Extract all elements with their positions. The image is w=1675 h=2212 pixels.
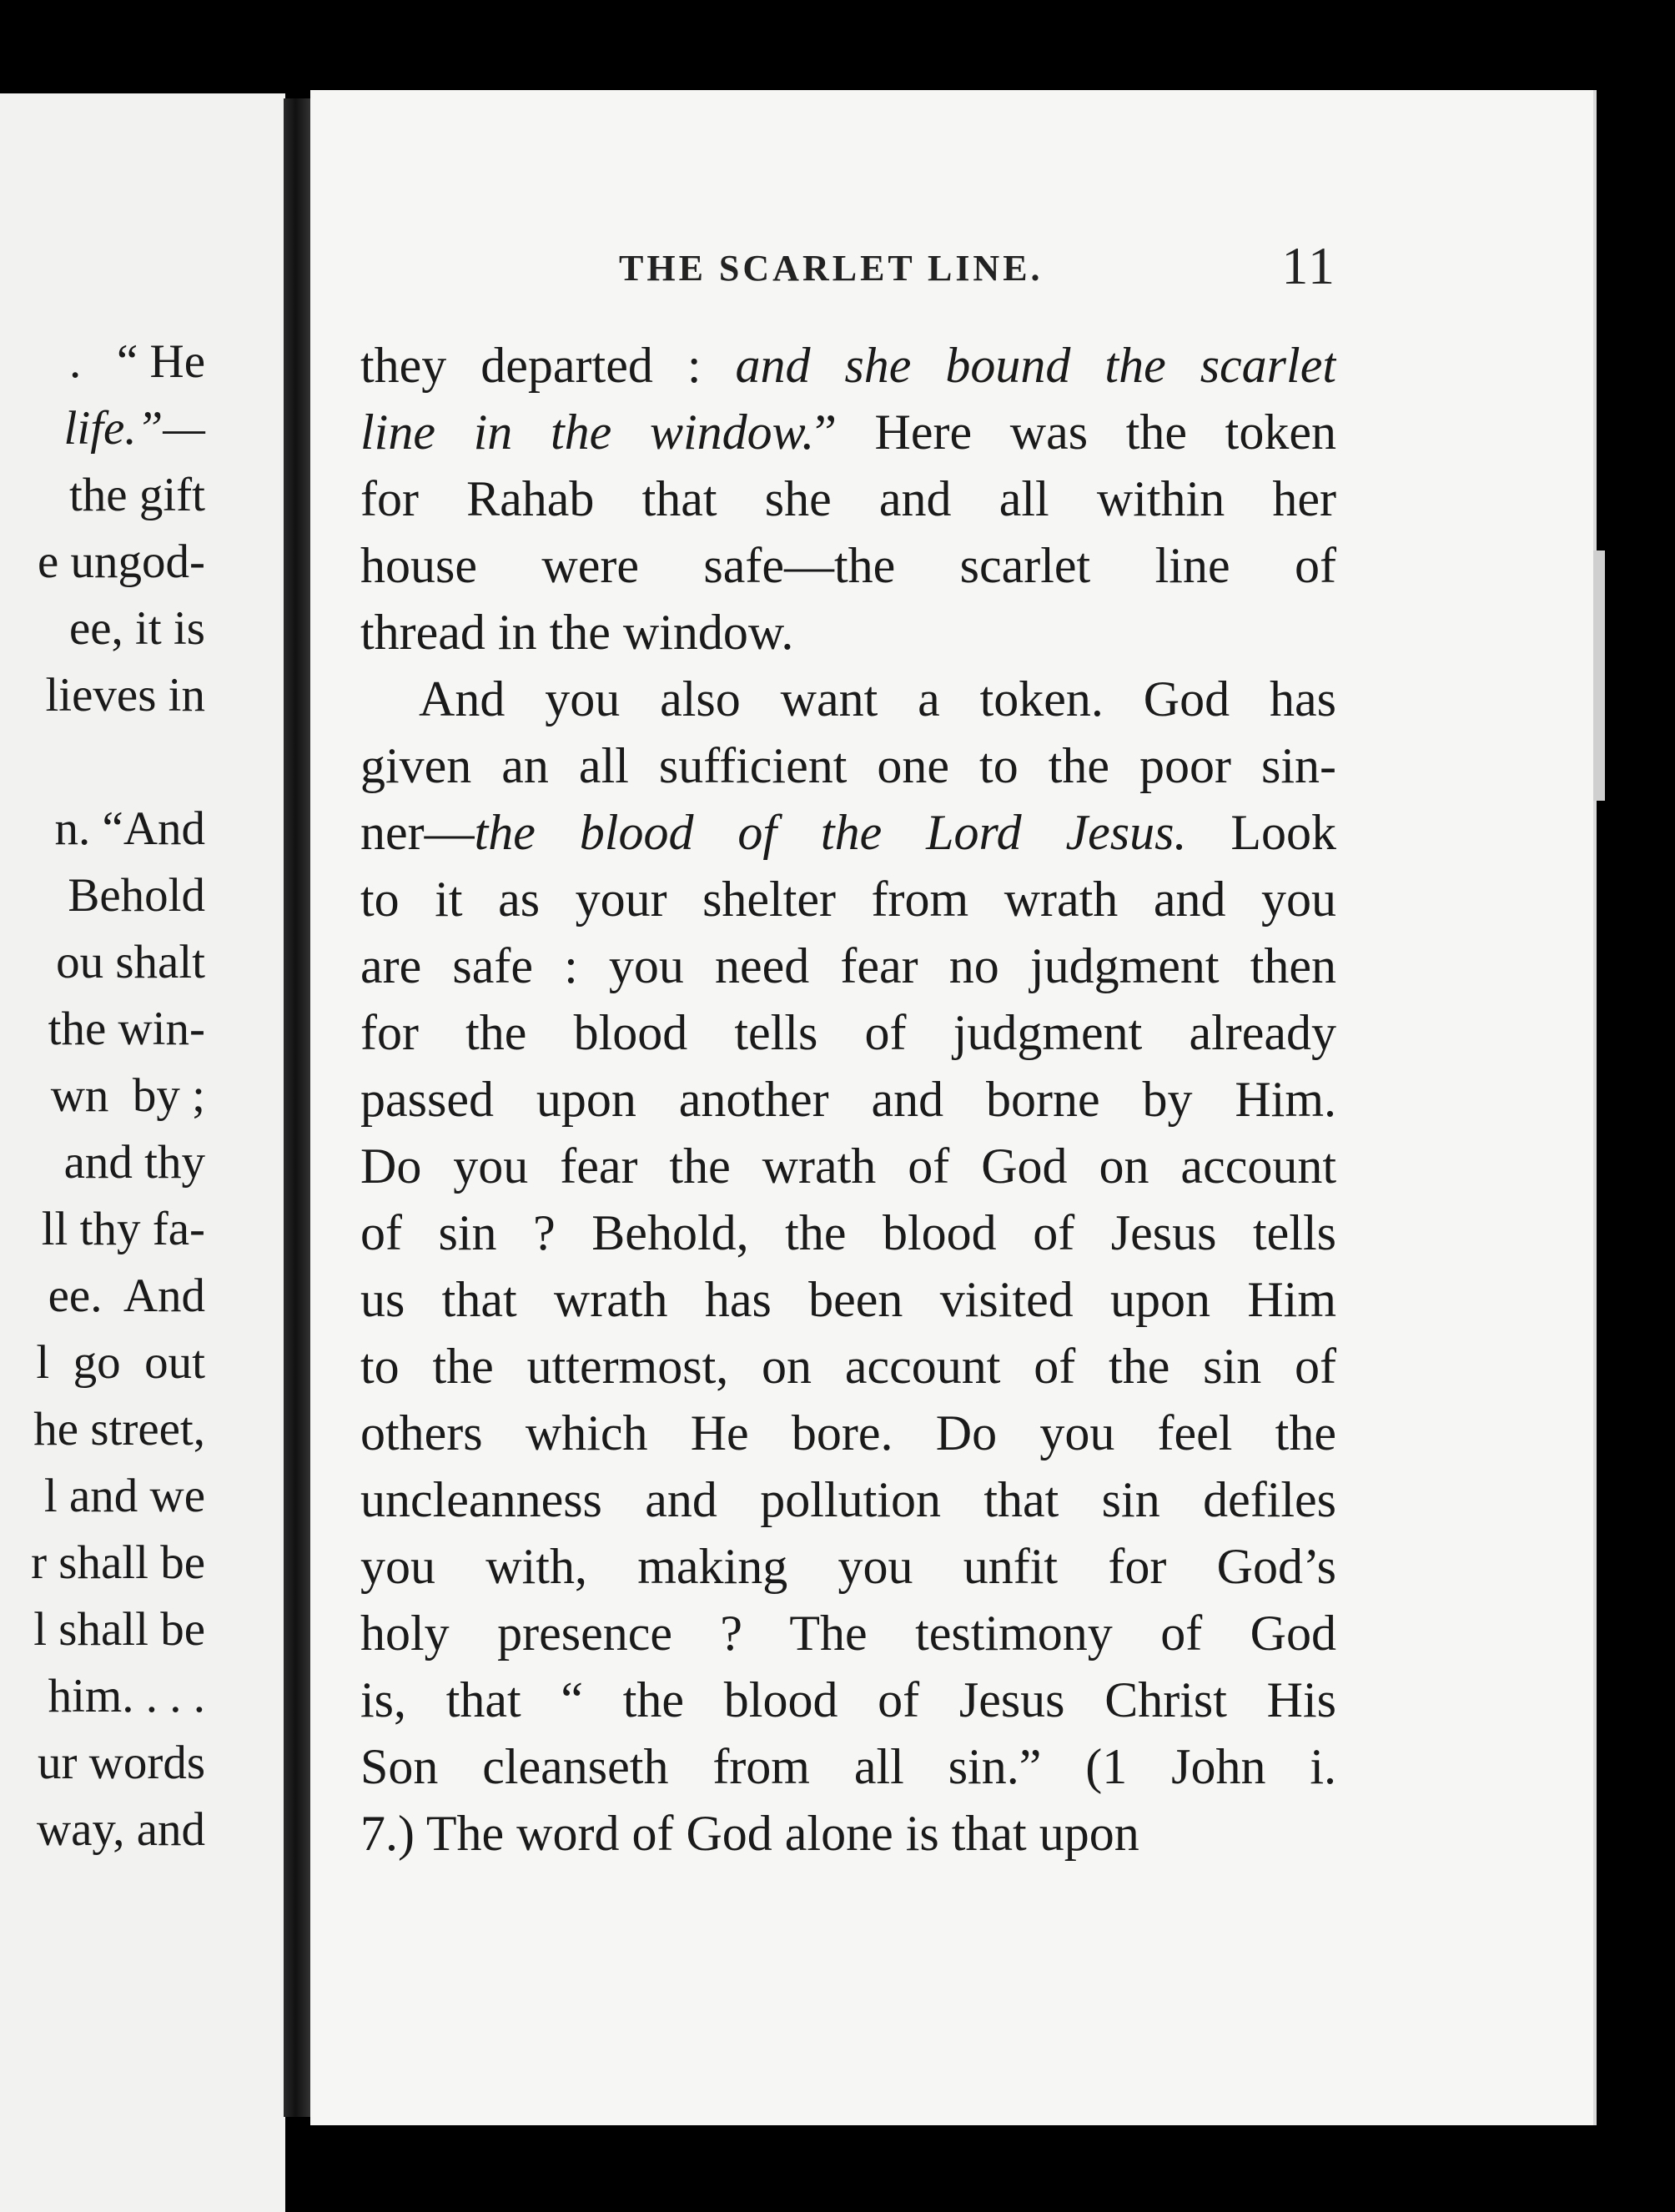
body-line-text: for the blood tells of judgment already	[360, 1005, 1336, 1060]
left-line: he street,	[33, 1403, 205, 1455]
body-line	[360, 1667, 1336, 1733]
left-line: l and we	[43, 1470, 205, 1522]
body-line-text: 7.) The word of God alone is that upon	[360, 1806, 1139, 1861]
body-line	[360, 999, 1336, 1066]
body-line-text: of sin ? Behold, the blood of Jesus tells	[360, 1205, 1336, 1260]
left-line: the win-	[48, 1003, 205, 1055]
body-line-text: they departed :	[360, 338, 736, 393]
left-line: way, and	[36, 1803, 205, 1856]
body-line	[360, 1600, 1336, 1667]
left-line: and thy	[63, 1136, 205, 1189]
body-line-text: Do you fear the wrath of God on account	[360, 1139, 1336, 1194]
running-head	[619, 236, 1336, 297]
left-line: him. . . .	[48, 1670, 205, 1722]
body-line-text: ” Here was the token	[814, 405, 1336, 460]
page-edge	[1593, 550, 1605, 801]
body-line	[360, 799, 1336, 866]
left-line: ee. And	[48, 1269, 205, 1322]
body-line-text: to it as your shelter from wrath and you	[360, 872, 1336, 927]
body-line-italic-text: the blood of the Lord Jesus.	[474, 805, 1187, 860]
body-line	[360, 1266, 1336, 1333]
body-line	[360, 1533, 1336, 1600]
left-line: the gift	[68, 469, 205, 521]
body-line	[360, 866, 1336, 933]
body-line	[360, 1733, 1336, 1800]
left-line: e ungod-	[37, 535, 205, 588]
body-line-text: are safe : you need fear no judgment then	[360, 938, 1336, 993]
body-line-italic-text: line in the window.	[360, 405, 815, 460]
left-line: lieves in	[45, 669, 205, 721]
body-line-text: given an all sufficient one to the poor sin-	[360, 738, 1336, 793]
body-line-text: uncleanness and pollution that sin defiles	[360, 1472, 1336, 1527]
body-line	[360, 1333, 1336, 1400]
body-line	[360, 1133, 1336, 1199]
left-line: wn by ;	[50, 1069, 205, 1122]
body-line	[360, 666, 1336, 732]
body-line	[360, 1800, 1336, 1867]
body-line-text: you with, making you unfit for God’s	[360, 1539, 1336, 1594]
body-line	[360, 1400, 1336, 1466]
body-line-text: thread in the window.	[360, 605, 794, 660]
body-line	[360, 465, 1336, 532]
body-line	[360, 532, 1336, 599]
body-line	[360, 332, 1336, 399]
left-line: n. “And	[54, 802, 205, 855]
body-line	[360, 399, 1336, 465]
body-line-text: is, that “ the blood of Jesus Christ His	[360, 1672, 1336, 1727]
body-line-text: ner—	[360, 805, 475, 860]
book-gutter	[284, 98, 314, 2117]
left-page-fragment	[0, 93, 285, 2212]
body-line	[360, 732, 1336, 799]
body-line-text: us that wrath has been visited upon Him	[360, 1272, 1336, 1327]
body-line	[360, 1466, 1336, 1533]
left-line: l shall be	[33, 1603, 205, 1656]
body-line-text: holy presence ? The testimony of God	[360, 1606, 1336, 1661]
left-line: . “ He	[68, 335, 205, 388]
body-line-text: others which He bore. Do you feel the	[360, 1405, 1336, 1460]
left-line: ur words	[37, 1737, 205, 1789]
body-line-text: Look	[1186, 805, 1336, 860]
page-number: 11	[1281, 236, 1336, 295]
left-line: Behold	[68, 869, 205, 922]
left-line: r shall be	[31, 1536, 205, 1589]
body-line-italic-text: and she bound the scarlet	[735, 338, 1336, 393]
left-line: ll thy fa-	[41, 1203, 205, 1255]
running-head-title: THE SCARLET LINE.	[619, 248, 1044, 289]
body-line	[360, 599, 1336, 666]
body-line	[360, 1199, 1336, 1266]
body-line-text: house were safe—the scarlet line of	[360, 538, 1336, 593]
left-line: ee, it is	[68, 602, 205, 655]
body-line-text: Son cleanseth from all sin.” (1 John i.	[360, 1739, 1336, 1794]
body-line-text: to the uttermost, on account of the sin of	[360, 1339, 1336, 1394]
left-line: ou shalt	[56, 936, 205, 988]
left-line: life.”—	[63, 402, 205, 455]
body-line-text: passed upon another and borne by Him.	[360, 1072, 1336, 1127]
left-line: l go out	[36, 1336, 205, 1389]
body-line-text: And you also want a token. God has	[419, 671, 1336, 726]
body-line	[360, 933, 1336, 999]
body-line	[360, 1066, 1336, 1133]
body-line-text: for Rahab that she and all within her	[360, 471, 1336, 526]
